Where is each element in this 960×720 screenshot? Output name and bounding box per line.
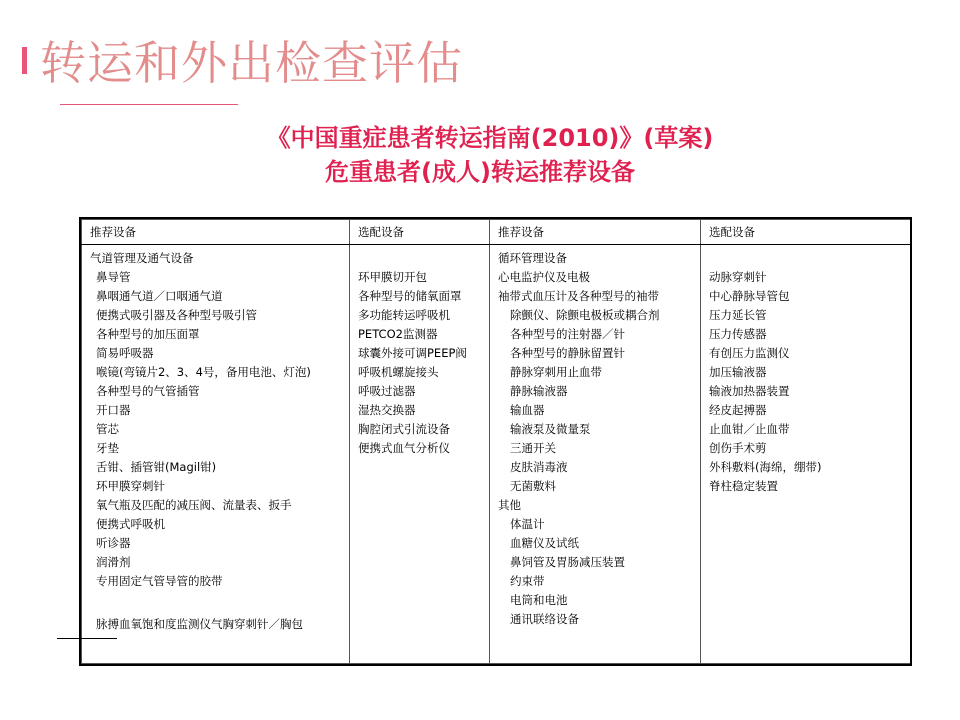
list-item: 球囊外接可调PEEP阀 <box>358 346 467 360</box>
circulation-optional-cell <box>701 245 913 664</box>
list-item: 体温计 <box>510 517 545 531</box>
list-item: 喉镜(弯镜片2、3、4号，备用电池、灯泡) <box>96 365 311 379</box>
list-item: 加压输液器 <box>709 365 767 379</box>
list-item: 简易呼吸器 <box>96 346 154 360</box>
header-recommended-2: 推荐设备 <box>490 220 701 245</box>
list-item: 外科敷料(海绵，绷带) <box>709 460 822 474</box>
list-item: 电筒和电池 <box>510 593 568 607</box>
list-item: 呼吸机螺旋接头 <box>358 365 439 379</box>
list-item: 中心静脉导管包 <box>709 289 790 303</box>
list-item: 专用固定气管导管的胶带 <box>96 574 223 588</box>
header-recommended-1: 推荐设备 <box>82 220 350 245</box>
list-item: 各种型号的注射器／针 <box>510 327 625 341</box>
list-item: 牙垫 <box>96 441 119 455</box>
list-item: 脉搏血氧饱和度监测仪气胸穿刺针／胸包 <box>96 617 303 631</box>
list-item: 约束带 <box>510 574 545 588</box>
list-item: 呼吸过滤器 <box>358 384 416 398</box>
list-item: 多功能转运呼吸机 <box>358 308 450 322</box>
list-item: 袖带式血压计及各种型号的袖带 <box>498 289 659 303</box>
list-item: 无菌敷料 <box>510 479 556 493</box>
list-item: 除颤仪、除颤电极板或耦合剂 <box>510 308 660 322</box>
subtitle-equipment: 危重患者(成人)转运推荐设备 <box>325 158 635 186</box>
list-item: 气道管理及通气设备 <box>90 251 194 265</box>
list-item: 止血钳／止血带 <box>709 422 790 436</box>
table-header-row <box>82 220 913 245</box>
slide-title: 转运和外出检查评估 <box>40 36 463 90</box>
airway-optional-cell <box>350 245 490 664</box>
list-item: 经皮起搏器 <box>709 403 767 417</box>
list-item: 输液泵及微量泵 <box>510 422 591 436</box>
list-item: 有创压力监测仪 <box>709 346 790 360</box>
list-item: 通讯联络设备 <box>510 612 579 626</box>
list-item: 输血器 <box>510 403 545 417</box>
title-underline <box>60 104 238 105</box>
list-item: 各种型号的静脉留置针 <box>510 346 625 360</box>
list-item: 静脉穿刺用止血带 <box>510 365 602 379</box>
list-item: 输液加热器装置 <box>709 384 790 398</box>
list-item: 氧气瓶及匹配的减压阀、流量表、扳手 <box>96 498 292 512</box>
list-item: 环甲膜穿刺针 <box>96 479 165 493</box>
airway-recommended-cell <box>82 245 350 664</box>
list-item: 压力延长管 <box>709 308 767 322</box>
list-item: 管芯 <box>96 422 119 436</box>
list-item: 脊柱稳定装置 <box>709 479 778 493</box>
list-item: 胸腔闭式引流设备 <box>358 422 450 436</box>
list-item: 皮肤消毒液 <box>510 460 568 474</box>
header-optional-2: 选配设备 <box>701 220 913 245</box>
list-item: 舌钳、插管钳(Magil钳) <box>96 460 217 474</box>
circulation-recommended-cell <box>490 245 701 664</box>
list-item: PETCO2监测器 <box>358 327 438 341</box>
subtitle-guideline: 《中国重症患者转运指南(2010)》(草案) <box>266 124 714 152</box>
equipment-table <box>79 217 912 666</box>
list-item: 动脉穿刺针 <box>709 270 767 284</box>
list-item: 创伤手术剪 <box>709 441 767 455</box>
list-item: 各种型号的储氧面罩 <box>358 289 462 303</box>
list-item: 各种型号的加压面罩 <box>96 327 200 341</box>
list-item: 鼻饲管及胃肠减压装置 <box>510 555 625 569</box>
header-optional-1: 选配设备 <box>350 220 490 245</box>
list-item: 心电监护仪及电极 <box>498 270 590 284</box>
list-item: 血糖仪及试纸 <box>510 536 579 550</box>
list-item: 便携式血气分析仪 <box>358 441 450 455</box>
list-item: 其他 <box>498 498 521 512</box>
list-item: 润滑剂 <box>96 555 131 569</box>
list-item: 湿热交换器 <box>358 403 416 417</box>
list-item: 静脉输液器 <box>510 384 568 398</box>
list-item: 鼻导管 <box>96 270 131 284</box>
list-item: 循环管理设备 <box>498 251 567 265</box>
list-item: 听诊器 <box>96 536 131 550</box>
title-accent-bar <box>22 47 27 74</box>
list-item: 环甲膜切开包 <box>358 270 427 284</box>
list-item: 各种型号的气管插管 <box>96 384 200 398</box>
list-item: 鼻咽通气道／口咽通气道 <box>96 289 223 303</box>
list-item: 三通开关 <box>510 441 556 455</box>
list-item: 便携式呼吸机 <box>96 517 165 531</box>
list-item: 开口器 <box>96 403 131 417</box>
list-item: 便携式吸引器及各种型号吸引管 <box>96 308 257 322</box>
table-body-row <box>82 245 913 664</box>
footnote-divider <box>57 638 117 639</box>
list-item: 压力传感器 <box>709 327 767 341</box>
